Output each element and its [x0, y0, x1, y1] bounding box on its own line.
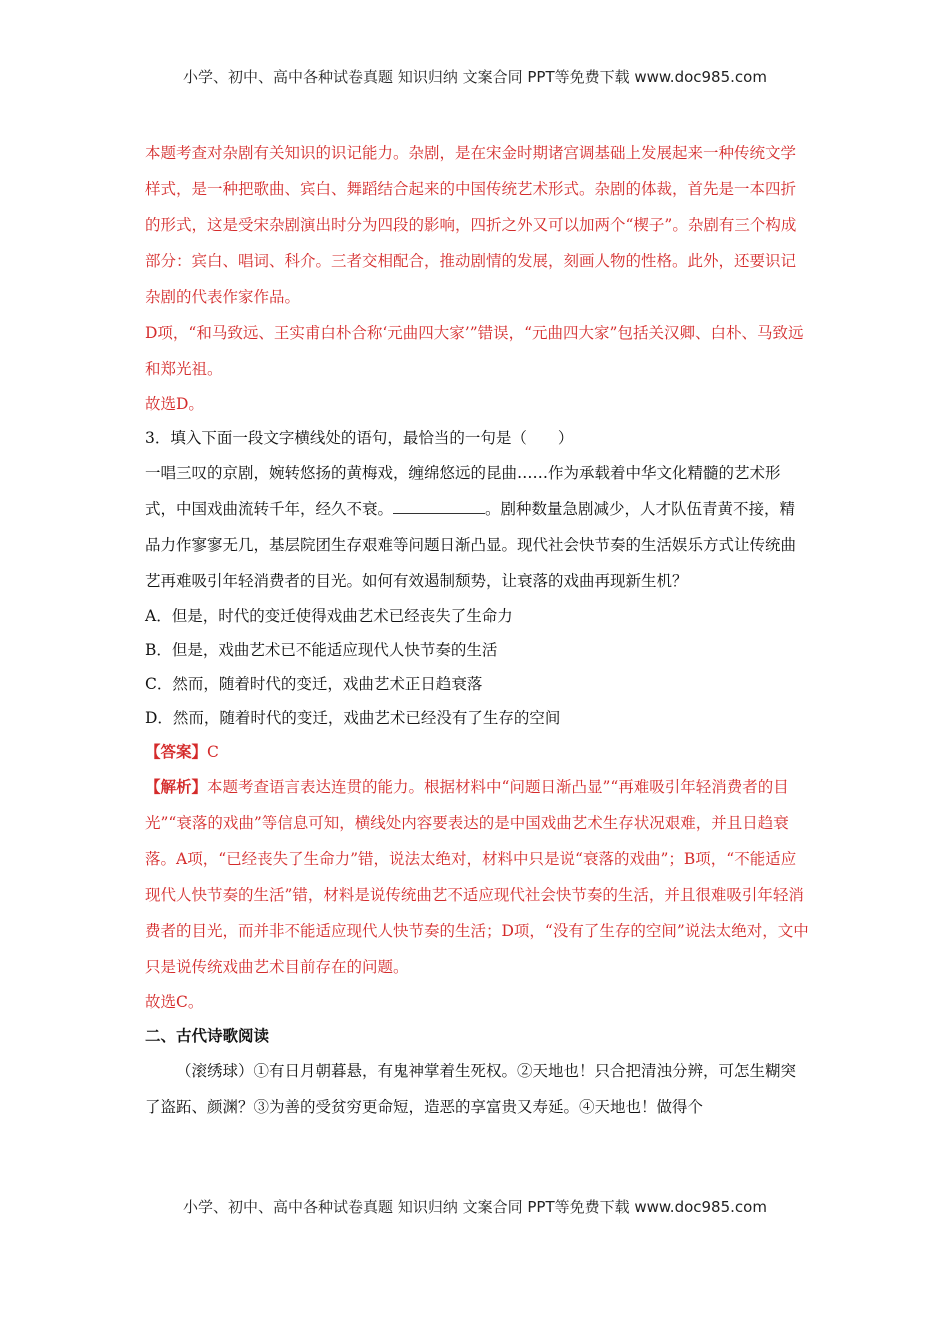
- q2-analysis-option-d: D项，“和马致远、王实甫白朴合称‘元曲四大家’”错误，“元曲四大家”包括关汉卿、白朴、马致远和郑光祖。: [145, 324, 804, 378]
- q2-conclusion: 故选D。: [145, 395, 204, 413]
- answer-blank: [393, 499, 485, 514]
- q3-passage: [145, 455, 810, 599]
- q3-passage-before: 一唱三叹的京剧，婉转悠扬的黄梅戏，缠绵悠远的昆曲……作为承载着中华文化精髓的艺术形式，中国戏曲流转千年，经久不衰。: [145, 464, 781, 518]
- q3-passage-after: 。剧种数量急剧减少，人才队伍青黄不接，精品力作寥寥无几，基层院团生存艰难等问题日渐凸显。现代社会快节奏的生活娱乐方式让传统曲艺再难吸引年轻消费者的目光。如何有效遏制颓势，让衰落的戏曲再现新生机？: [145, 500, 797, 590]
- q3-conclusion: 故选C。: [145, 993, 204, 1011]
- section-title: 二、古代诗歌阅读: [145, 1026, 270, 1045]
- q3-stem: 3．填入下面一段文字横线处的语句，最恰当的一句是（ ）: [145, 429, 574, 447]
- analysis-label: 【解析】: [145, 777, 208, 796]
- q3-option-b: B．但是，戏曲艺术已不能适应现代人快节奏的生活: [145, 641, 498, 659]
- poem-text: （滚绣球）①有日月朝暮悬，有鬼神掌着生死权。②天地也！只合把清浊分辨，可怎生糊突了盗跖、颜渊？③为善的受贫穷更命短，造恶的享富贵又寿延。④天地也！做得个: [145, 1062, 797, 1116]
- document-body: [145, 135, 810, 1125]
- q3-option-d: D．然而，随着时代的变迁，戏曲艺术已经没有了生存的空间: [145, 709, 561, 727]
- q3-option-c: C．然而，随着时代的变迁，戏曲艺术正日趋衰落: [145, 675, 483, 693]
- q3-answer: [145, 735, 810, 769]
- q3-option-a: A．但是，时代的变迁使得戏曲艺术已经丧失了生命力: [145, 607, 513, 625]
- answer-value: C: [207, 743, 219, 761]
- page-footer: 小学、初中、高中各种试卷真题 知识归纳 文案合同 PPT等免费下载 www.doc985.com: [183, 1198, 767, 1216]
- q2-analysis-paragraph: 本题考查对杂剧有关知识的识记能力。杂剧，是在宋金时期诸宫调基础上发展起来一种传统文学样式，是一种把歌曲、宾白、舞蹈结合起来的中国传统艺术形式。杂剧的体裁，首先是一本四折的形式，这是受宋杂剧演出时分为四段的影响，四折之外又可以加两个“楔子”。杂剧有三个构成部分：宾白、唱词、科介。三者交相配合，推动剧情的发展，刻画人物的性格。此外，还要识记杂剧的代表作家作品。: [145, 144, 797, 306]
- answer-label: 【答案】: [145, 742, 208, 761]
- page-header: 小学、初中、高中各种试卷真题 知识归纳 文案合同 PPT等免费下载 www.doc985.com: [183, 68, 767, 86]
- analysis-text: 本题考查语言表达连贯的能力。根据材料中“问题日渐凸显”“再难吸引年轻消费者的目光”“衰落的戏曲”等信息可知，横线处内容要表达的是中国戏曲艺术生存状况艰难，并且日趋衰落。A项，“已经丧失了生命力”错，说法太绝对，材料中只是说“衰落的戏曲”；B项，“不能适应现代人快节奏的生活”错，材料是说传统曲艺不适应现代社会快节奏的生活，并且很难吸引年轻消费者的目光，而并非不能适应现代人快节奏的生活；D项，“没有了生存的空间”说法太绝对，文中只是说传统戏曲艺术目前存在的问题。: [145, 778, 809, 976]
- q3-analysis: [145, 769, 810, 985]
